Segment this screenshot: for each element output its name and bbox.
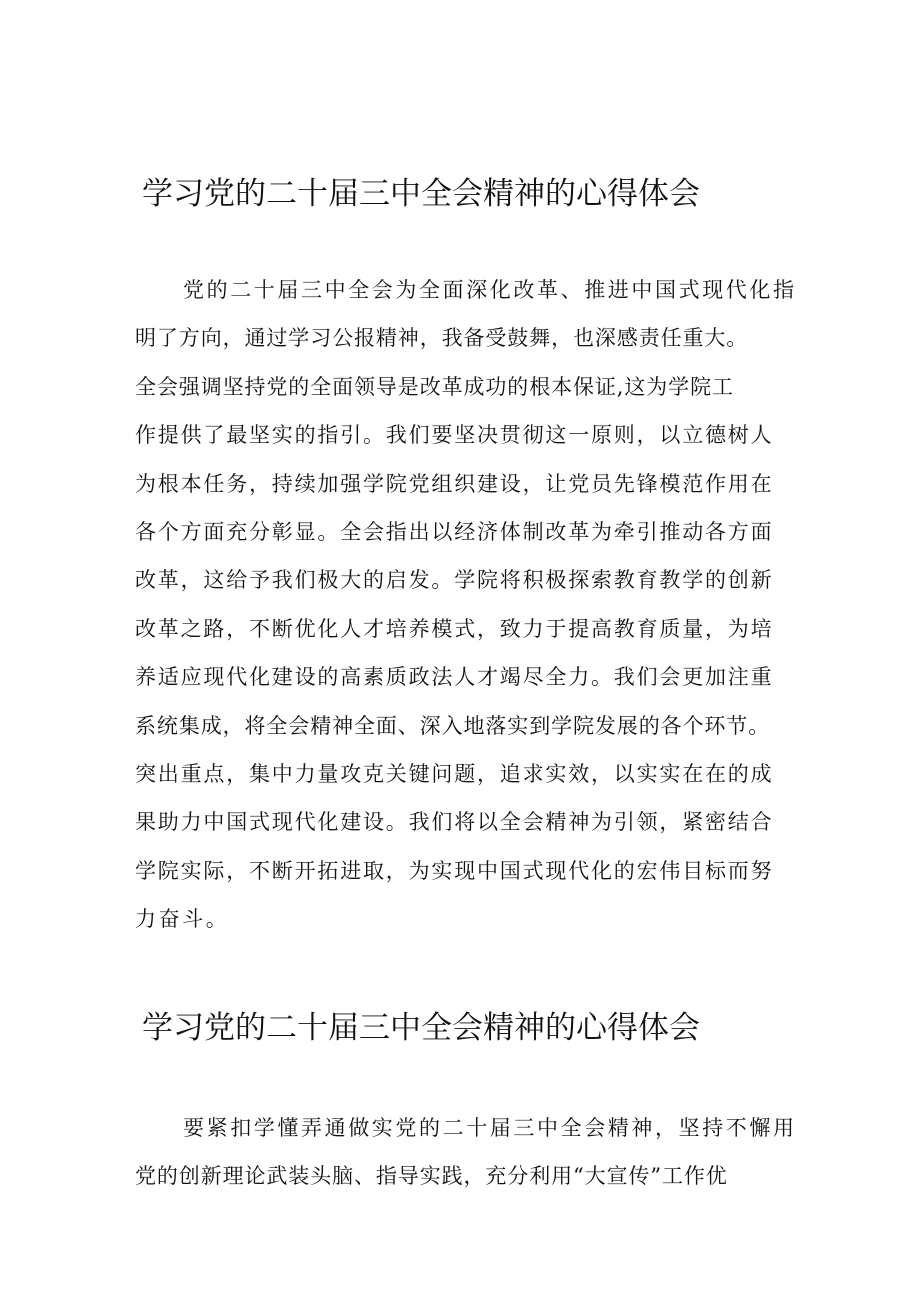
paragraph-line: 为根本任务，持续加强学院党组织建设，让党员先锋模范作用在 — [135, 471, 774, 496]
paragraph-line: 改革之路，不断优化人才培养模式，致力于提高教育质量，为培 — [135, 616, 774, 641]
paragraph-line: 党的二十届三中全会为全面深化改革、推进中国式现代化指 — [183, 278, 797, 302]
paragraph-line: 各个方面充分彰显。全会指出以经济体制改革为牵引推动各方面 — [135, 519, 774, 544]
paragraph-line: 作提供了最坚实的指引。我们要坚决贯彻这一原则，以立德树人 — [135, 423, 774, 448]
paragraph-line: 党的创新理论武装头脑、指导实践，充分利用“大宣传”工作优 — [135, 1164, 728, 1189]
paragraph-line: 养适应现代化建设的高素质政法人才竭尽全力。我们会更加注重 — [135, 665, 774, 690]
paragraph-line: 明了方向，通过学习公报精神，我备受鼓舞，也深感责任重大。 — [135, 326, 749, 351]
section-2-title: 学习党的二十届三中全会精神的心得体会 — [142, 1010, 700, 1046]
paragraph-line: 改革，这给予我们极大的启发。学院将积极探索教育教学的创新 — [135, 568, 774, 593]
paragraph-line: 要紧扣学懂弄通做实党的二十届三中全会精神，坚持不懈用 — [183, 1116, 797, 1140]
paragraph-line: 系统集成，将全会精神全面、深入地落实到学院发展的各个环节。 — [135, 713, 771, 738]
section-2-paragraph — [135, 1104, 805, 1201]
paragraph-line: 力奋斗。 — [135, 907, 230, 932]
paragraph-line: 学院实际，不断开拓进取，为实现中国式现代化的宏伟目标而努 — [135, 858, 774, 883]
paragraph-line: 果助力中国式现代化建设。我们将以全会精神为引领，紧密结合 — [135, 810, 774, 835]
paragraph-line: 全会强调坚持党的全面领导是改革成功的根本保证,这为学院工 — [135, 374, 734, 399]
section-1-paragraph — [135, 266, 805, 943]
paragraph-line: 突出重点，集中力量攻克关键问题，追求实效，以实实在在的成 — [135, 761, 774, 786]
section-1-title: 学习党的二十届三中全会精神的心得体会 — [142, 176, 700, 212]
